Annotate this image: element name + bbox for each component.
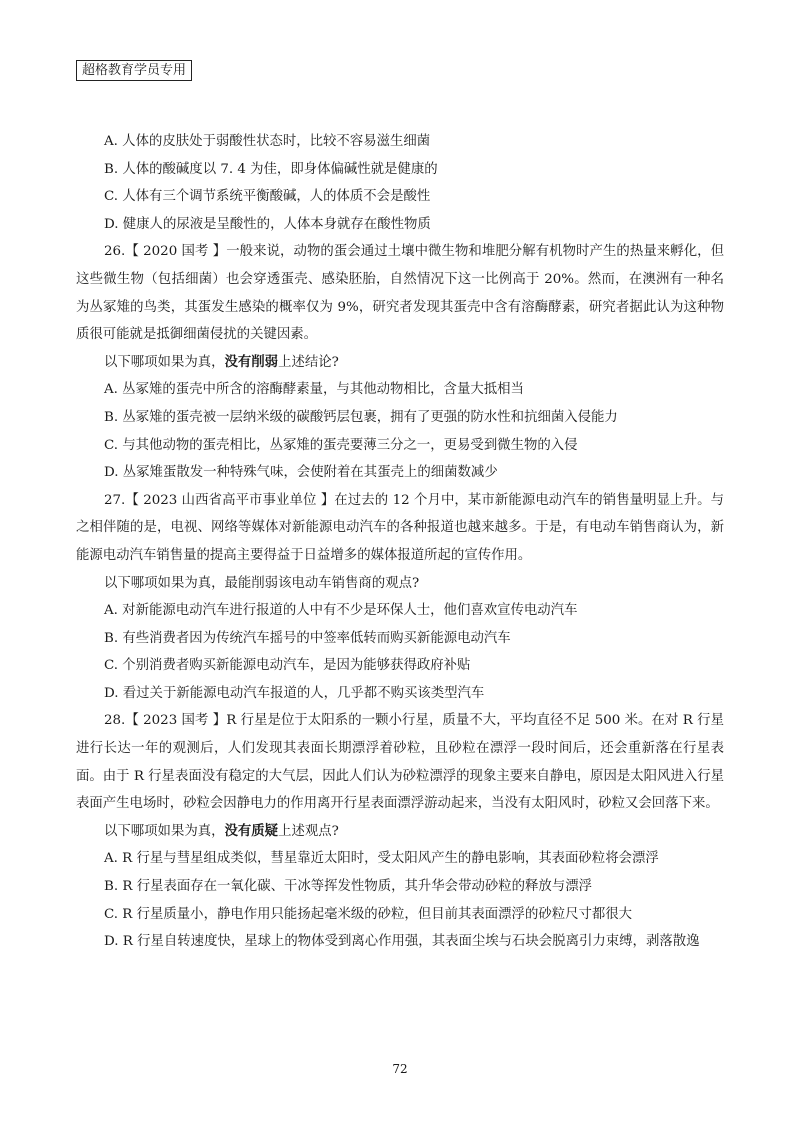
- prev-option-a: A. 人体的皮肤处于弱酸性状态时，比较不容易滋生细菌: [104, 134, 431, 149]
- q28-question: 以下哪项如果为真，没有质疑上述观点?: [104, 822, 339, 839]
- q28-option-c: C. R 行星质量小，静电作用只能扬起毫米级的砂粒，但目前其表面漂浮的砂粒尺寸都很大: [104, 906, 633, 922]
- q27-question: 以下哪项如果为真，最能削弱该电动车销售商的观点?: [104, 575, 420, 591]
- header-label: 超格教育学员专用: [76, 60, 192, 81]
- q28-option-d: D. R 行星自转速度快，星球上的物体受到离心作用强，其表面尘埃与石块会脱离引力束缚，剥落散逸: [104, 934, 700, 950]
- page-number: 72: [392, 1062, 408, 1076]
- q27-stem: 27.【 2023 山西省高平市事业单位 】在过去的 12 个月中，某市新能源电动汽车的销售量明显上升。与之相伴随的是，电视、网络等媒体对新能源电动汽车的各种报道也越来越多。于是，有电动车销售商认为，新能源电动汽车销售量的提高主要得益于日益增多的媒体报道所起的宣传作用。: [76, 492, 724, 563]
- q27-option-c: C. 个别消费者购买新能源电动汽车，是因为能够获得政府补贴: [104, 658, 471, 674]
- page-content: [76, 128, 724, 956]
- q27-option-b: B. 有些消费者因为传统汽车摇号的中签率低转而购买新能源电动汽车: [104, 630, 511, 646]
- q27-option-d: D. 看过关于新能源电动汽车报道的人，几乎都不购买该类型汽车: [104, 685, 485, 701]
- q26-question-emphasis: 没有削弱: [224, 353, 279, 370]
- q28-option-b: B. R 行星表面存在一氧化碳、干冰等挥发性物质，其升华会带动砂粒的释放与漂浮: [104, 879, 592, 895]
- q26-option-a: A. 丛冢雉的蛋壳中所含的溶酶酵素量，与其他动物相比，含量大抵相当: [104, 382, 524, 398]
- q28-option-a: A. R 行星与彗星组成类似，彗星靠近太阳时，受太阳风产生的静电影响，其表面砂粒将会漂浮: [104, 851, 659, 867]
- q26-stem: 26.【 2020 国考 】一般来说，动物的蛋会通过土壤中微生物和堆肥分解有机物时产生的热量来孵化，但这些微生物（包括细菌）也会穿透蛋壳、感染胚胎，自然情况下这一比例高于 20%。然而，在澳洲有一种名为丛冢雉的鸟类，其蛋发生感染的概率仅为 9%，研究者发现其蛋壳中含有溶酶酵素，研究者据此认为这种物质很可能就是抵御细菌侵扰的关键因素。: [76, 244, 724, 343]
- q26-question: 以下哪项如果为真，没有削弱上述结论?: [104, 353, 339, 370]
- q27-option-a: A. 对新能源电动汽车进行报道的人中有不少是环保人士，他们喜欢宣传电动汽车: [104, 603, 578, 619]
- q28-question-emphasis: 没有质疑: [224, 822, 279, 839]
- q26-option-c: C. 与其他动物的蛋壳相比，丛冢雉的蛋壳要薄三分之一，更易受到微生物的入侵: [104, 437, 578, 453]
- q28-stem: 28.【 2023 国考 】R 行星是位于太阳系的一颗小行星，质量不大，平均直径不足 500 米。在对 R 行星进行长达一年的观测后，人们发现其表面长期漂浮着砂粒，且砂粒在漂浮一段时间后，还会重新落在行星表面。由于 R 行星表面没有稳定的大气层，因此人们认为砂粒漂浮的现象主要来自静电，原因是太阳风进入行星表面产生电场时，砂粒会因静电力的作用离开行星表面漂浮游动起来，当没有太阳风时，砂粒又会回落下来。: [76, 713, 724, 812]
- q26-option-b: B. 丛冢雉的蛋壳被一层纳米级的碳酸钙层包裹，拥有了更强的防水性和抗细菌入侵能力: [104, 409, 618, 425]
- prev-option-d: D. 健康人的尿液是呈酸性的，人体本身就存在酸性物质: [104, 216, 431, 232]
- prev-option-b: B. 人体的酸碱度以 7. 4 为佳，即身体偏碱性就是健康的: [104, 161, 438, 177]
- prev-option-c: C. 人体有三个调节系统平衡酸碱，人的体质不会是酸性: [104, 189, 431, 205]
- q26-option-d: D. 丛冢雉蛋散发一种特殊气味，会使附着在其蛋壳上的细菌数减少: [104, 465, 498, 481]
